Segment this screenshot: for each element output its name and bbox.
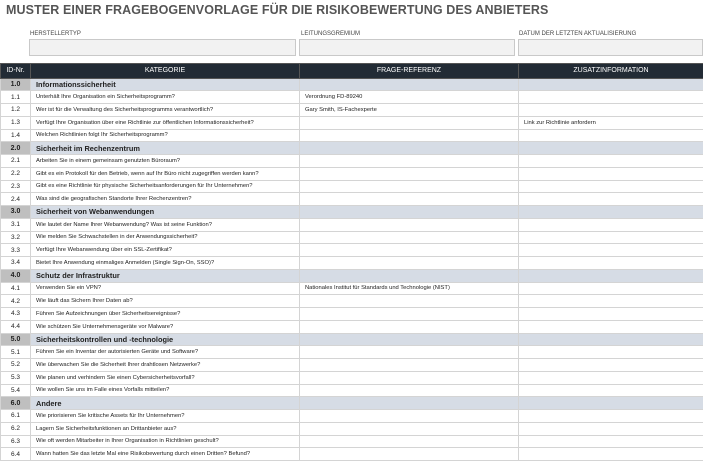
question-id: 4.2 xyxy=(1,295,31,308)
question-id: 5.3 xyxy=(1,371,31,384)
question-text: Arbeiten Sie in einem gemeinsam genutzten Büroraum? xyxy=(31,155,300,168)
additional-info-cell[interactable] xyxy=(519,282,703,295)
additional-info-cell[interactable] xyxy=(519,91,703,104)
section-title: Schutz der Infrastruktur xyxy=(31,269,300,282)
additional-info-cell[interactable] xyxy=(519,320,703,333)
board-field[interactable] xyxy=(299,39,515,56)
question-reference-cell[interactable] xyxy=(300,269,519,282)
question-reference-cell[interactable] xyxy=(300,244,519,257)
question-reference-cell[interactable] xyxy=(300,384,519,397)
question-reference-cell[interactable] xyxy=(300,448,519,461)
question-text: Wie priorisieren Sie kritische Assets für Ihr Unternehmen? xyxy=(31,410,300,423)
question-text: Wie wollen Sie uns im Falle eines Vorfalls mitteilen? xyxy=(31,384,300,397)
additional-info-cell[interactable] xyxy=(519,359,703,372)
question-reference-cell[interactable]: Gary Smith, IS-Fachexperte xyxy=(300,104,519,117)
table-row xyxy=(1,410,703,423)
question-text: Wie planen und verhindern Sie einen Cybersicherheitsvorfall? xyxy=(31,371,300,384)
additional-info-cell[interactable] xyxy=(519,180,703,193)
table-row xyxy=(1,295,703,308)
table-row xyxy=(1,104,703,117)
vendor-type-field[interactable] xyxy=(29,39,296,56)
additional-info-cell[interactable] xyxy=(519,129,703,142)
table-row xyxy=(1,91,703,104)
table-row xyxy=(1,167,703,180)
additional-info-cell[interactable] xyxy=(519,410,703,423)
additional-info-cell[interactable] xyxy=(519,244,703,257)
additional-info-cell[interactable] xyxy=(519,142,703,155)
additional-info-cell[interactable] xyxy=(519,155,703,168)
question-reference-cell[interactable]: Nationales Institut für Standards und Technologie (NIST) xyxy=(300,282,519,295)
last-update-date-field[interactable] xyxy=(518,39,703,56)
additional-info-cell[interactable] xyxy=(519,231,703,244)
question-text: Verwenden Sie ein VPN? xyxy=(31,282,300,295)
section-title: Sicherheit von Webanwendungen xyxy=(31,206,300,219)
question-text: Führen Sie ein Inventar der autorisierten Geräte und Software? xyxy=(31,346,300,359)
additional-info-cell[interactable] xyxy=(519,104,703,117)
question-text: Welchen Richtlinien folgt Ihr Sicherheitsprogramm? xyxy=(31,129,300,142)
section-title: Sicherheitskontrollen und -technologie xyxy=(31,333,300,346)
question-text: Gibt es eine Richtlinie für physische Sicherheitsanforderungen für Ihr Unternehmen? xyxy=(31,180,300,193)
table-row xyxy=(1,320,703,333)
table-row xyxy=(1,231,703,244)
question-reference-cell[interactable] xyxy=(300,206,519,219)
last-update-date-label: DATUM DER LETZTEN AKTUALISIERUNG xyxy=(519,31,637,37)
additional-info-cell[interactable] xyxy=(519,384,703,397)
table-row xyxy=(1,180,703,193)
section-title: Informationssicherheit xyxy=(31,78,300,91)
question-id: 3.3 xyxy=(1,244,31,257)
question-reference-cell[interactable] xyxy=(300,359,519,372)
section-row xyxy=(1,206,703,219)
section-row xyxy=(1,397,703,410)
section-id: 5.0 xyxy=(1,333,31,346)
question-text: Verfügt Ihre Organisation über eine Richtlinie zur öffentlichen Informationssicherheit? xyxy=(31,116,300,129)
table-row xyxy=(1,435,703,448)
question-id: 1.3 xyxy=(1,116,31,129)
section-title: Sicherheit im Rechenzentrum xyxy=(31,142,300,155)
table-body xyxy=(1,78,703,461)
question-reference-cell[interactable] xyxy=(300,155,519,168)
question-text: Wie oft werden Mitarbeiter in Ihrer Organisation in Richtlinien geschult? xyxy=(31,435,300,448)
section-id: 6.0 xyxy=(1,397,31,410)
question-id: 3.4 xyxy=(1,257,31,270)
table-row xyxy=(1,282,703,295)
question-text: Bietet Ihre Anwendung einmaliges Anmelden (Single Sign-On, SSO)? xyxy=(31,257,300,270)
section-id: 2.0 xyxy=(1,142,31,155)
table-row xyxy=(1,193,703,206)
question-id: 1.2 xyxy=(1,104,31,117)
question-reference-cell[interactable] xyxy=(300,435,519,448)
question-id: 2.4 xyxy=(1,193,31,206)
additional-info-cell[interactable] xyxy=(519,257,703,270)
question-text: Unterhält Ihre Organisation ein Sicherheitsprogramm? xyxy=(31,91,300,104)
question-text: Lagern Sie Sicherheitsfunktionen an Drittanbieter aus? xyxy=(31,422,300,435)
page-title: MUSTER EINER FRAGEBOGENVORLAGE FÜR DIE RISIKOBEWERTUNG DES ANBIETERS xyxy=(6,3,549,17)
question-id: 1.4 xyxy=(1,129,31,142)
question-reference-cell[interactable] xyxy=(300,320,519,333)
table-row xyxy=(1,155,703,168)
additional-info-cell[interactable] xyxy=(519,269,703,282)
table-row xyxy=(1,129,703,142)
question-reference-cell[interactable] xyxy=(300,410,519,423)
question-reference-cell[interactable] xyxy=(300,180,519,193)
question-reference-cell[interactable] xyxy=(300,78,519,91)
question-id: 4.4 xyxy=(1,320,31,333)
question-id: 6.1 xyxy=(1,410,31,423)
additional-info-cell[interactable] xyxy=(519,295,703,308)
question-reference-cell[interactable] xyxy=(300,346,519,359)
question-reference-cell[interactable] xyxy=(300,167,519,180)
question-text: Wie melden Sie Schwachstellen in der Anwendungssicherheit? xyxy=(31,231,300,244)
question-id: 2.2 xyxy=(1,167,31,180)
table-row xyxy=(1,359,703,372)
additional-info-cell[interactable] xyxy=(519,435,703,448)
question-text: Wie lautet der Name Ihrer Webanwendung? Was ist seine Funktion? xyxy=(31,218,300,231)
question-reference-cell[interactable] xyxy=(300,333,519,346)
additional-info-cell[interactable] xyxy=(519,218,703,231)
question-text: Wie überwachen Sie die Sicherheit Ihrer drahtlosen Netzwerke? xyxy=(31,359,300,372)
question-reference-cell[interactable] xyxy=(300,295,519,308)
question-text: Wie schützen Sie Unternehmensgeräte vor Malware? xyxy=(31,320,300,333)
additional-info-cell[interactable] xyxy=(519,397,703,410)
question-id: 4.3 xyxy=(1,308,31,321)
section-id: 4.0 xyxy=(1,269,31,282)
table-row xyxy=(1,257,703,270)
table-row xyxy=(1,346,703,359)
question-text: Was sind die geografischen Standorte Ihrer Rechenzentren? xyxy=(31,193,300,206)
question-id: 6.4 xyxy=(1,448,31,461)
additional-info-cell[interactable] xyxy=(519,333,703,346)
additional-info-cell[interactable] xyxy=(519,448,703,461)
question-reference-cell[interactable] xyxy=(300,142,519,155)
header-question-reference: FRAGE-REFERENZ xyxy=(300,64,519,79)
question-reference-cell[interactable] xyxy=(300,257,519,270)
question-reference-cell[interactable] xyxy=(300,397,519,410)
vendor-type-label: HERSTELLERTYP xyxy=(30,31,81,37)
question-id: 5.2 xyxy=(1,359,31,372)
question-reference-cell[interactable] xyxy=(300,422,519,435)
question-text: Wie läuft das Sichern Ihrer Daten ab? xyxy=(31,295,300,308)
section-id: 1.0 xyxy=(1,78,31,91)
additional-info-cell[interactable] xyxy=(519,371,703,384)
question-reference-cell[interactable]: Verordnung FD-89240 xyxy=(300,91,519,104)
table-row xyxy=(1,371,703,384)
question-reference-cell[interactable] xyxy=(300,129,519,142)
question-text: Gibt es ein Protokoll für den Betrieb, wenn auf Ihr Büro nicht zugegriffen werden kann? xyxy=(31,167,300,180)
question-text: Wann hatten Sie das letzte Mal eine Risikobewertung durch einen Dritten? Befund? xyxy=(31,448,300,461)
board-label: LEITUNGSGREMIUM xyxy=(301,31,361,37)
additional-info-cell[interactable] xyxy=(519,193,703,206)
question-id: 4.1 xyxy=(1,282,31,295)
question-reference-cell[interactable] xyxy=(300,308,519,321)
section-id: 3.0 xyxy=(1,206,31,219)
table-row xyxy=(1,422,703,435)
additional-info-cell[interactable] xyxy=(519,346,703,359)
question-reference-cell[interactable] xyxy=(300,218,519,231)
question-id: 3.1 xyxy=(1,218,31,231)
header-additional-info: ZUSATZINFORMATION xyxy=(519,64,703,79)
question-reference-cell[interactable] xyxy=(300,193,519,206)
additional-info-cell[interactable] xyxy=(519,167,703,180)
section-row xyxy=(1,78,703,91)
header-category: KATEGORIE xyxy=(31,64,300,79)
question-reference-cell[interactable] xyxy=(300,371,519,384)
table-row xyxy=(1,448,703,461)
question-text: Verfügt Ihre Webanwendung über ein SSL-Zertifikat? xyxy=(31,244,300,257)
table-row xyxy=(1,116,703,129)
table-row xyxy=(1,218,703,231)
question-text: Führen Sie Aufzeichnungen über Sicherheitsereignisse? xyxy=(31,308,300,321)
additional-info-cell[interactable] xyxy=(519,78,703,91)
question-id: 5.1 xyxy=(1,346,31,359)
section-row xyxy=(1,142,703,155)
question-id: 2.3 xyxy=(1,180,31,193)
question-id: 3.2 xyxy=(1,231,31,244)
question-reference-cell[interactable] xyxy=(300,231,519,244)
section-row xyxy=(1,333,703,346)
question-id: 6.2 xyxy=(1,422,31,435)
table-header-row xyxy=(1,64,703,79)
additional-info-cell[interactable] xyxy=(519,206,703,219)
section-title: Andere xyxy=(31,397,300,410)
question-id: 1.1 xyxy=(1,91,31,104)
question-reference-cell[interactable] xyxy=(300,116,519,129)
table-row xyxy=(1,384,703,397)
header-id: ID-Nr. xyxy=(1,64,31,79)
questionnaire-table xyxy=(0,63,703,461)
question-id: 5.4 xyxy=(1,384,31,397)
question-text: Wer ist für die Verwaltung des Sicherheitsprogramms verantwortlich? xyxy=(31,104,300,117)
question-id: 6.3 xyxy=(1,435,31,448)
table-row xyxy=(1,244,703,257)
additional-info-cell[interactable]: Link zur Richtlinie anfordern xyxy=(519,116,703,129)
additional-info-cell[interactable] xyxy=(519,422,703,435)
additional-info-cell[interactable] xyxy=(519,308,703,321)
table-row xyxy=(1,308,703,321)
section-row xyxy=(1,269,703,282)
question-id: 2.1 xyxy=(1,155,31,168)
